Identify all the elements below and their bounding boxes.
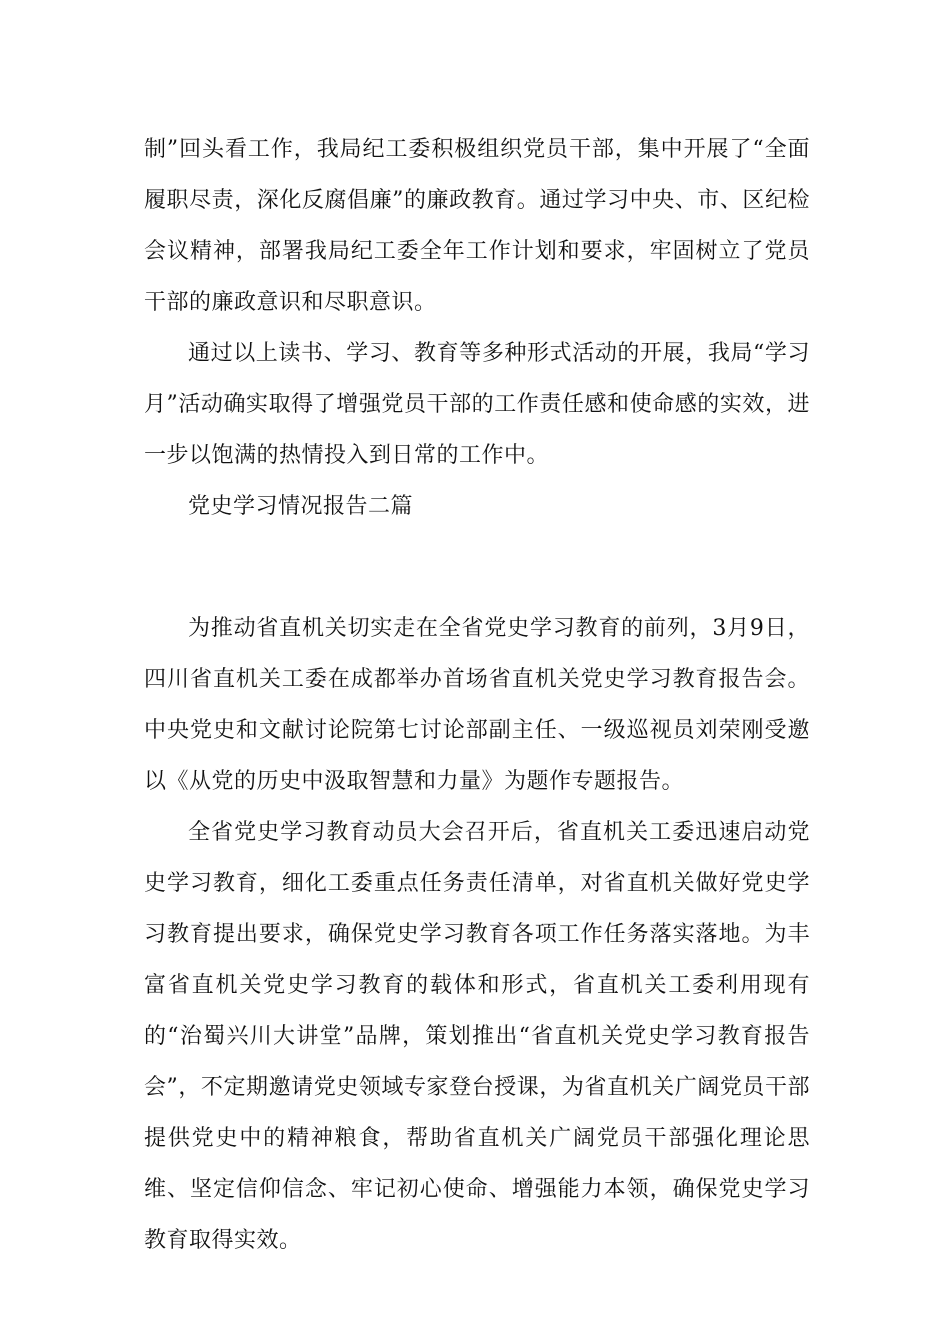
section-title: 党史学习情况报告二篇 bbox=[188, 494, 414, 519]
paragraph-continued: 制”回头看工作，我局纪工委积极组织党员干部，集中开展了“全面履职尽责，深化反腐倡廉”的廉政教育。通过学习中央、市、区纪检会议精神，部署我局纪工委全年工作计划和要求，牢固树立了党员干部的廉政意识和尽职意识。 bbox=[144, 137, 810, 315]
paragraph-report-details: 全省党史学习教育动员大会召开后，省直机关工委迅速启动党史学习教育，细化工委重点任务责任清单，对省直机关做好党史学习教育提出要求，确保党史学习教育各项工作任务落实落地。为丰富省直机关党史学习教育的载体和形式，省直机关工委利用现有的“治蜀兴川大讲堂”品牌，策划推出“省直机关党史学习教育报告会”，不定期邀请党史领域专家登台授课，为省直机关广阔党员干部提供党史中的精神粮食，帮助省直机关广阔党员干部强化理论思维、坚定信仰信念、牢记初心使命、增强能力本领，确保党史学习教育取得实效。 bbox=[144, 820, 810, 1253]
section-spacer bbox=[144, 532, 810, 603]
document-body bbox=[144, 124, 810, 1266]
paragraph-summary: 通过以上读书、学习、教育等多种形式活动的开展，我局“学习月”活动确实取得了增强党员干部的工作责任感和使命感的实效，进一步以饱满的热情投入到日常的工作中。 bbox=[144, 341, 810, 468]
paragraph-report-intro: 为推动省直机关切实走在全省党史学习教育的前列，3月9日，四川省直机关工委在成都举办首场省直机关党史学习教育报告会。中央党史和文献讨论院第七讨论部副主任、一级巡视员刘荣刚受邀以《从党的历史中汲取智慧和力量》为题作专题报告。 bbox=[144, 616, 810, 794]
